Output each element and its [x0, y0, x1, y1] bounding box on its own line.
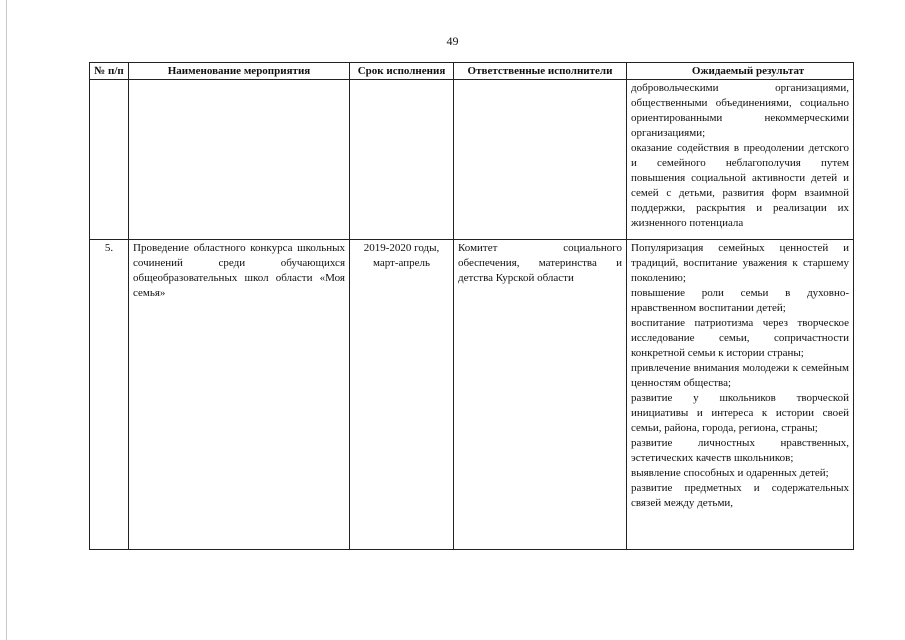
- row-num: 5.: [90, 240, 129, 550]
- table-header-row: [90, 63, 854, 80]
- header-responsible: Ответственные исполнители: [454, 63, 627, 80]
- result-item: повышение роли семьи в духовно-нравственном воспитании детей;: [631, 287, 849, 314]
- page-number: 49: [446, 34, 459, 48]
- result-item: развитие личностных нравственных, эстетических качеств школьников;: [631, 437, 849, 464]
- table-row: [90, 80, 854, 240]
- table-row: [90, 240, 854, 550]
- row-event-name: [129, 80, 350, 240]
- row-num: [90, 80, 129, 240]
- row-event-name: Проведение областного конкурса школьных сочинений среди обучающихся общеобразовательных школ области «Моя семья»: [129, 240, 350, 550]
- result-item: развитие предметных и содержательных связей между детьми,: [631, 482, 849, 509]
- result-item: оказание содействия в преодолении детского и семейного неблагополучия путем повышения социальной активности детей и семей с детьми, развития форм взаимной поддержки, раскрытия и реализации их жизненного потенциала: [631, 142, 849, 229]
- result-item: развитие у школьников творческой инициативы и интереса к истории своей семьи, района, города, региона, страны;: [631, 392, 849, 434]
- row-responsible: Комитет социального обеспечения, материнства и детства Курской области: [454, 240, 627, 550]
- header-term: Срок исполнения: [350, 63, 454, 80]
- header-num: № п/п: [90, 63, 129, 80]
- row-term: [350, 80, 454, 240]
- result-item: привлечение внимания молодежи к семейным ценностям общества;: [631, 362, 849, 389]
- row-responsible: [454, 80, 627, 240]
- result-item: добровольческими организациями, общественными объединениями, социально ориентированными некоммерческими организациями;: [631, 82, 849, 139]
- header-event-name: Наименование мероприятия: [129, 63, 350, 80]
- result-item: Популяризация семейных ценностей и традиций, воспитание уважения к старшему поколению;: [631, 242, 849, 284]
- header-expected-result: Ожидаемый результат: [627, 63, 854, 80]
- result-item: выявление способных и одаренных детей;: [631, 467, 829, 479]
- row-expected-result: [627, 80, 854, 240]
- page-left-edge-line: [6, 0, 7, 640]
- row-expected-result: [627, 240, 854, 550]
- row-term: 2019-2020 годы, март-апрель: [350, 240, 454, 550]
- events-table: [89, 62, 854, 550]
- result-item: воспитание патриотизма через творческое исследование семьи, сопричастности конкретной семьи к истории страны;: [631, 317, 849, 359]
